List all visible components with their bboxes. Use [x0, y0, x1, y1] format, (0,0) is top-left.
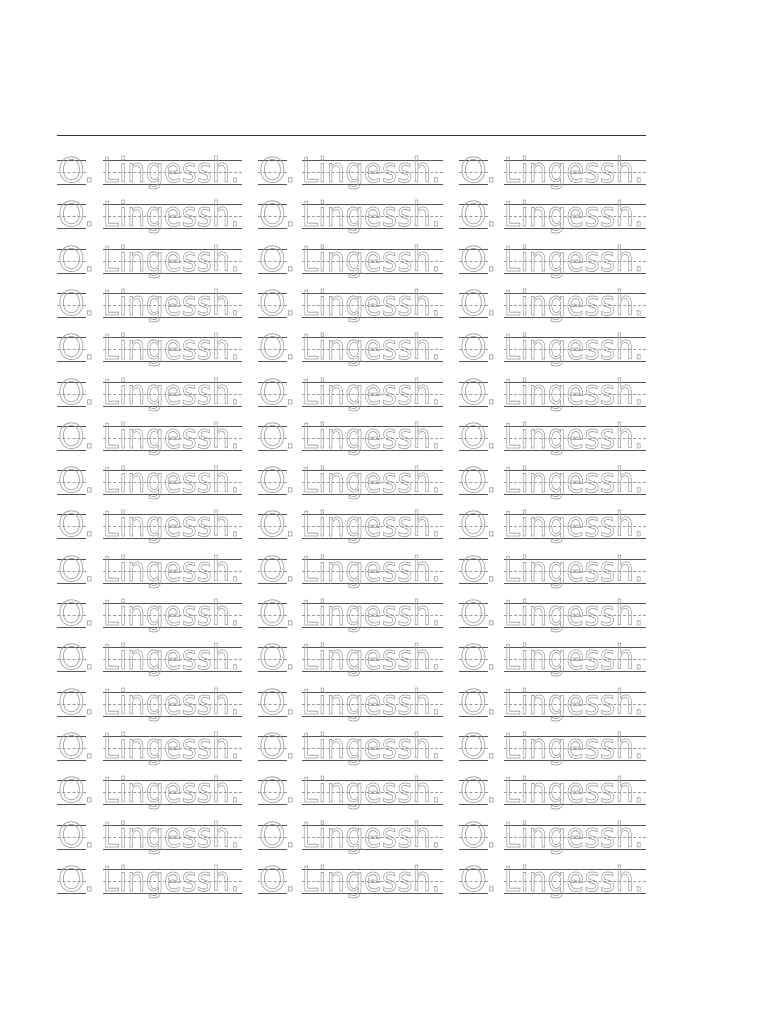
word-trace-cell — [504, 416, 646, 466]
trace-word: Lingessh. — [504, 283, 644, 324]
trace-word: Lingessh. — [302, 594, 441, 634]
letter-trace-cell — [459, 682, 498, 732]
trace-letter: O. — [58, 328, 96, 369]
letter-trace-cell — [459, 151, 498, 200]
letter-trace-cell — [258, 195, 297, 244]
trace-letter: O. — [259, 505, 297, 546]
trace-word: Lingessh. — [302, 859, 441, 900]
trace-letter: O. — [259, 239, 297, 280]
word-trace-cell — [302, 195, 443, 244]
word-trace-cell — [504, 815, 646, 865]
letter-trace-cell — [459, 372, 498, 422]
trace-letter: O. — [58, 416, 96, 457]
letter-trace-cell — [57, 461, 96, 510]
word-trace-cell — [504, 283, 646, 333]
letter-trace-cell — [459, 771, 498, 820]
letter-trace-cell — [57, 549, 96, 599]
trace-word: Lingessh. — [103, 549, 240, 590]
trace-word: Lingessh. — [504, 594, 644, 634]
word-trace-cell — [103, 549, 242, 599]
trace-word: Lingessh. — [302, 771, 441, 812]
letter-trace-cell — [459, 638, 498, 687]
trace-letter: O. — [58, 505, 96, 546]
letter-trace-cell — [459, 505, 498, 554]
trace-letter: O. — [259, 859, 297, 900]
trace-letter: O. — [58, 726, 96, 767]
trace-letter: O. — [259, 328, 297, 369]
letter-trace-cell — [459, 815, 498, 865]
trace-letter: O. — [259, 151, 297, 191]
trace-word: Lingessh. — [103, 283, 240, 324]
letter-trace-cell — [57, 151, 96, 200]
trace-word: Lingessh. — [302, 461, 441, 502]
trace-word: Lingessh. — [504, 549, 644, 590]
word-trace-cell — [504, 682, 646, 732]
letter-trace-cell — [459, 416, 498, 466]
trace-letter: O. — [259, 594, 297, 634]
trace-word: Lingessh. — [103, 505, 240, 546]
tracing-row — [57, 239, 646, 289]
tracing-row — [57, 461, 646, 510]
trace-word: Lingessh. — [103, 372, 240, 413]
word-trace-cell — [504, 239, 646, 289]
word-trace-cell — [103, 638, 242, 687]
letter-trace-cell — [57, 195, 96, 244]
trace-word: Lingessh. — [103, 195, 240, 236]
tracing-row — [57, 771, 646, 820]
letter-trace-cell — [258, 859, 297, 909]
letter-trace-cell — [459, 549, 498, 599]
word-trace-cell — [504, 505, 646, 554]
trace-letter: O. — [58, 549, 96, 590]
trace-letter: O. — [58, 682, 96, 723]
word-trace-cell — [302, 726, 443, 776]
trace-letter: O. — [460, 682, 498, 723]
word-trace-cell — [504, 859, 646, 909]
trace-word: Lingessh. — [504, 416, 644, 457]
word-trace-cell — [504, 195, 646, 244]
word-trace-cell — [504, 549, 646, 599]
tracing-row — [57, 195, 646, 244]
letter-trace-cell — [258, 505, 297, 554]
letter-trace-cell — [258, 151, 297, 200]
letter-trace-cell — [459, 283, 498, 333]
tracing-row — [57, 638, 646, 687]
trace-word: Lingessh. — [302, 283, 441, 324]
trace-letter: O. — [460, 505, 498, 546]
word-trace-cell — [504, 771, 646, 820]
letter-trace-cell — [459, 328, 498, 377]
trace-word: Lingessh. — [103, 638, 240, 679]
trace-letter: O. — [460, 195, 498, 236]
trace-letter: O. — [259, 372, 297, 413]
word-trace-cell — [302, 461, 443, 510]
word-trace-cell — [103, 328, 242, 377]
trace-letter: O. — [259, 416, 297, 457]
tracing-row — [57, 283, 646, 333]
word-trace-cell — [103, 416, 242, 466]
trace-letter: O. — [58, 638, 96, 679]
word-trace-cell — [504, 328, 646, 377]
letter-trace-cell — [57, 328, 96, 377]
trace-letter: O. — [58, 815, 96, 856]
letter-trace-cell — [57, 726, 96, 776]
letter-trace-cell — [57, 638, 96, 687]
trace-letter: O. — [460, 461, 498, 502]
word-trace-cell — [302, 283, 443, 333]
letter-trace-cell — [459, 461, 498, 510]
letter-trace-cell — [258, 328, 297, 377]
trace-letter: O. — [259, 549, 297, 590]
letter-trace-cell — [258, 771, 297, 820]
trace-letter: O. — [460, 549, 498, 590]
trace-word: Lingessh. — [302, 328, 441, 369]
word-trace-cell — [302, 815, 443, 865]
word-trace-cell — [504, 372, 646, 422]
trace-word: Lingessh. — [504, 505, 644, 546]
trace-word: Lingessh. — [103, 815, 240, 856]
letter-trace-cell — [258, 239, 297, 289]
word-trace-cell — [302, 372, 443, 422]
word-trace-cell — [302, 859, 443, 909]
word-trace-cell — [103, 505, 242, 554]
word-trace-cell — [103, 239, 242, 289]
trace-letter: O. — [259, 195, 297, 236]
trace-letter: O. — [58, 151, 96, 191]
trace-letter: O. — [58, 594, 96, 634]
letter-trace-cell — [258, 416, 297, 466]
letter-trace-cell — [258, 461, 297, 510]
trace-letter: O. — [58, 461, 96, 502]
header-rule — [57, 135, 646, 136]
trace-letter: O. — [460, 638, 498, 679]
word-trace-cell — [103, 682, 242, 732]
trace-word: Lingessh. — [302, 815, 441, 856]
trace-word: Lingessh. — [103, 239, 240, 280]
word-trace-cell — [103, 771, 242, 820]
letter-trace-cell — [258, 815, 297, 865]
trace-word: Lingessh. — [302, 416, 441, 457]
trace-letter: O. — [259, 638, 297, 679]
trace-letter: O. — [259, 283, 297, 324]
trace-word: Lingessh. — [504, 682, 644, 723]
tracing-row — [57, 859, 646, 909]
word-trace-cell — [302, 151, 443, 200]
word-trace-cell — [103, 283, 242, 333]
word-trace-cell — [302, 328, 443, 377]
word-trace-cell — [103, 594, 242, 643]
letter-trace-cell — [57, 594, 96, 643]
tracing-row — [57, 505, 646, 554]
tracing-row — [57, 372, 646, 422]
trace-word: Lingessh. — [302, 151, 441, 191]
letter-trace-cell — [459, 594, 498, 643]
word-trace-cell — [504, 726, 646, 776]
trace-letter: O. — [460, 283, 498, 324]
word-trace-cell — [103, 372, 242, 422]
trace-word: Lingessh. — [103, 328, 240, 369]
trace-word: Lingessh. — [504, 239, 644, 280]
trace-word: Lingessh. — [504, 195, 644, 236]
trace-letter: O. — [460, 239, 498, 280]
trace-word: Lingessh. — [504, 815, 644, 856]
word-trace-cell — [302, 682, 443, 732]
trace-word: Lingessh. — [103, 726, 240, 767]
trace-word: Lingessh. — [103, 461, 240, 502]
letter-trace-cell — [57, 416, 96, 466]
tracing-row — [57, 815, 646, 865]
trace-word: Lingessh. — [103, 682, 240, 723]
letter-trace-cell — [258, 549, 297, 599]
trace-letter: O. — [460, 151, 498, 191]
letter-trace-cell — [459, 239, 498, 289]
letter-trace-cell — [258, 594, 297, 643]
trace-word: Lingessh. — [504, 638, 644, 679]
word-trace-cell — [504, 638, 646, 687]
tracing-row — [57, 726, 646, 776]
trace-word: Lingessh. — [302, 726, 441, 767]
trace-word: Lingessh. — [302, 549, 441, 590]
trace-word: Lingessh. — [504, 859, 644, 900]
word-trace-cell — [302, 594, 443, 643]
trace-letter: O. — [460, 328, 498, 369]
trace-letter: O. — [460, 372, 498, 413]
trace-letter: O. — [259, 771, 297, 812]
trace-word: Lingessh. — [504, 771, 644, 812]
trace-letter: O. — [58, 283, 96, 324]
trace-letter: O. — [259, 726, 297, 767]
word-trace-cell — [103, 151, 242, 200]
trace-letter: O. — [259, 682, 297, 723]
trace-letter: O. — [460, 416, 498, 457]
trace-letter: O. — [460, 594, 498, 634]
letter-trace-cell — [258, 726, 297, 776]
trace-word: Lingessh. — [302, 372, 441, 413]
tracing-row — [57, 151, 646, 200]
trace-letter: O. — [58, 195, 96, 236]
letter-trace-cell — [459, 859, 498, 909]
tracing-row — [57, 549, 646, 599]
letter-trace-cell — [258, 283, 297, 333]
trace-letter: O. — [58, 859, 96, 900]
tracing-row — [57, 682, 646, 732]
word-trace-cell — [103, 195, 242, 244]
word-trace-cell — [302, 549, 443, 599]
trace-word: Lingessh. — [302, 239, 441, 280]
trace-word: Lingessh. — [504, 151, 644, 191]
word-trace-cell — [103, 815, 242, 865]
letter-trace-cell — [57, 505, 96, 554]
letter-trace-cell — [57, 771, 96, 820]
tracing-row — [57, 328, 646, 377]
word-trace-cell — [302, 505, 443, 554]
trace-letter: O. — [460, 771, 498, 812]
trace-word: Lingessh. — [504, 461, 644, 502]
letter-trace-cell — [57, 372, 96, 422]
word-trace-cell — [302, 239, 443, 289]
letter-trace-cell — [57, 815, 96, 865]
letter-trace-cell — [459, 726, 498, 776]
letter-trace-cell — [57, 682, 96, 732]
word-trace-cell — [504, 461, 646, 510]
trace-letter: O. — [259, 815, 297, 856]
trace-letter: O. — [259, 461, 297, 502]
trace-word: Lingessh. — [103, 594, 240, 634]
letter-trace-cell — [258, 372, 297, 422]
letter-trace-cell — [57, 859, 96, 909]
trace-word: Lingessh. — [302, 682, 441, 723]
trace-letter: O. — [58, 771, 96, 812]
trace-word: Lingessh. — [504, 328, 644, 369]
letter-trace-cell — [57, 239, 96, 289]
word-trace-cell — [103, 726, 242, 776]
trace-word: Lingessh. — [103, 771, 240, 812]
letter-trace-cell — [459, 195, 498, 244]
tracing-row — [57, 416, 646, 466]
word-trace-cell — [504, 594, 646, 643]
word-trace-cell — [504, 151, 646, 200]
word-trace-cell — [302, 416, 443, 466]
letter-trace-cell — [57, 283, 96, 333]
trace-word: Lingessh. — [302, 505, 441, 546]
word-trace-cell — [302, 771, 443, 820]
letter-trace-cell — [258, 682, 297, 732]
trace-letter: O. — [460, 859, 498, 900]
trace-word: Lingessh. — [504, 726, 644, 767]
trace-letter: O. — [58, 239, 96, 280]
trace-word: Lingessh. — [103, 416, 240, 457]
trace-word: Lingessh. — [302, 638, 441, 679]
trace-word: Lingessh. — [103, 151, 240, 191]
trace-word: Lingessh. — [302, 195, 441, 236]
trace-word: Lingessh. — [103, 859, 240, 900]
trace-letter: O. — [460, 815, 498, 856]
trace-letter: O. — [460, 726, 498, 767]
trace-letter: O. — [58, 372, 96, 413]
word-trace-cell — [302, 638, 443, 687]
trace-word: Lingessh. — [504, 372, 644, 413]
letter-trace-cell — [258, 638, 297, 687]
word-trace-cell — [103, 461, 242, 510]
word-trace-cell — [103, 859, 242, 909]
tracing-row — [57, 594, 646, 643]
